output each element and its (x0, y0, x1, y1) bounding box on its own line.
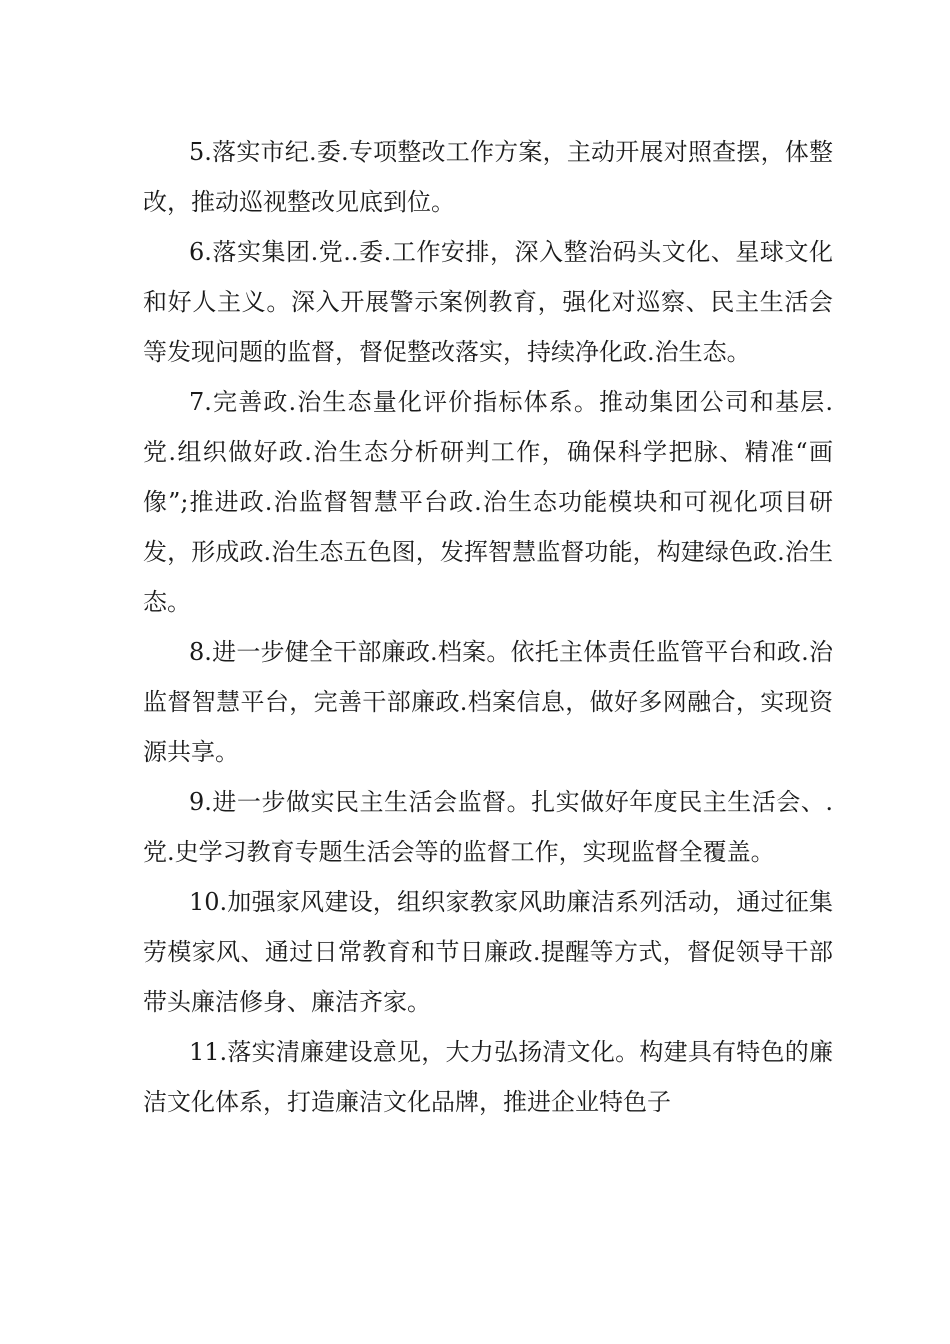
paragraph-item-5: 5.落实市纪.委.专项整改工作方案，主动开展对照查摆，体整改，推动巡视整改见底到位。 (143, 138, 833, 216)
paragraph-item-8: 8.进一步健全干部廉政.档案。依托主体责任监管平台和政.治监督智慧平台，完善干部廉政.档案信息，做好多网融合，实现资源共享。 (143, 638, 833, 766)
document-page (143, 127, 833, 1127)
paragraph-item-7: 7.完善政.治生态量化评价指标体系。推动集团公司和基层.党.组织做好政.治生态分析研判工作，确保科学把脉、精准“画像”;推进政.治监督智慧平台政.治生态功能模块和可视化项目研发，形成政.治生态五色图，发挥智慧监督功能，构建绿色政.治生态。 (143, 388, 833, 616)
paragraph-item-11: 11.落实清廉建设意见，大力弘扬清文化。构建具有特色的廉洁文化体系，打造廉洁文化品牌，推进企业特色子 (143, 1038, 833, 1116)
paragraph-item-10: 10.加强家风建设，组织家教家风助廉洁系列活动，通过征集劳模家风、通过日常教育和节日廉政.提醒等方式，督促领导干部带头廉洁修身、廉洁齐家。 (143, 888, 833, 1016)
paragraph-item-6: 6.落实集团.党..委.工作安排，深入整治码头文化、星球文化和好人主义。深入开展警示案例教育，强化对巡察、民主生活会等发现问题的监督，督促整改落实，持续净化政.治生态。 (143, 238, 833, 366)
paragraph-item-9: 9.进一步做实民主生活会监督。扎实做好年度民主生活会、.党.史学习教育专题生活会等的监督工作，实现监督全覆盖。 (143, 788, 833, 866)
